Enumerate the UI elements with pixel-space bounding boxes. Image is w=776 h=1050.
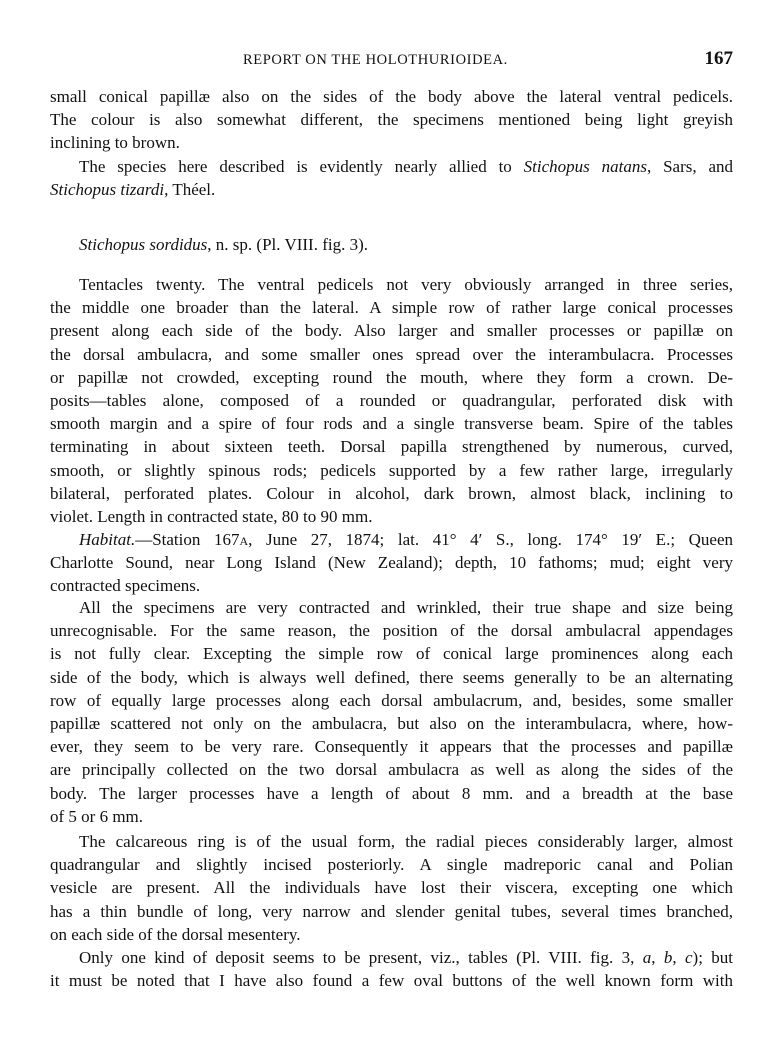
text-segment: bilateral, perforated plates. Colour in alcohol, dark brown, almost black, inclining to [50,483,733,503]
text-line [50,642,733,665]
text-segment: , n. sp. (Pl. VIII. fig. 3). [207,235,368,254]
text-line [50,946,733,969]
text-segment: , June 27, 1874; lat. 41° 4′ S., long. 174° 19′ E.; Queen [248,530,733,549]
text-segment: , [651,948,664,967]
text-segment: papillæ scattered not only on the ambulacra, but also on the interambulacra, where, how- [50,713,733,733]
text-line [50,619,733,642]
text-line [50,969,733,992]
text-line [50,343,733,366]
text-segment: contracted specimens. [50,576,201,596]
italic-text: Stichopus sordidus [79,235,208,254]
text-line [50,412,733,435]
text-segment: unrecognisable. For the same reason, the position of the dorsal ambulacral appendages [50,621,733,641]
text-segment: smooth margin and a spire of four rods and a single transverse beam. Spire of the tables [50,414,733,434]
text-segment: Charlotte Sound, near Long Island (New Zealand); depth, 10 fathoms; mud; eight very [50,553,733,573]
text-line [50,689,733,712]
text-line [50,596,733,619]
text-line [50,273,733,296]
running-title: REPORT ON THE HOLOTHURIOIDEA. [243,52,508,68]
text-segment: , [672,948,685,967]
text-line [50,805,733,828]
text-line [50,319,733,342]
italic-text: b [663,948,673,967]
text-line [50,666,733,689]
text-segment: are principally collected on the two dorsal ambulacra as well as along the sides of the [50,760,733,780]
text-segment: it must be noted that I have also found a few oval buttons of the well known form with [50,971,733,991]
text-segment: or papillæ not crowded, excepting round the mouth, where they form a crown. De- [50,367,733,387]
text-line [50,435,733,458]
text-segment: has a thin bundle of long, very narrow and slender genital tubes, several times branched, [50,901,733,921]
text-line [50,366,733,389]
text-line [50,830,733,853]
paragraph [50,946,733,992]
text-line [50,853,733,876]
text-line [50,712,733,735]
text-segment: ); but [692,948,734,967]
text-segment: of 5 or 6 mm. [50,806,144,826]
italic-text: Stichopus natans [523,157,647,176]
text-line [50,131,733,154]
text-segment: side of the body, which is always well defined, there seems generally to be an alternating [50,667,733,687]
italic-text: a [642,948,652,967]
text-segment: the middle one broader than the lateral. A simple row of rather large conical processes [50,298,733,318]
text-line [50,758,733,781]
text-segment: the dorsal ambulacra, and some smaller ones spread over the interambulacra. Processes [50,344,733,364]
text-segment: violet. Length in contracted state, 80 to 90 mm. [50,506,373,526]
text-line [50,108,733,131]
text-segment: , Sars, and [646,157,733,176]
text-line [50,155,733,178]
paragraph [50,830,733,946]
text-line [50,782,733,805]
text-line [50,505,733,528]
text-line [50,389,733,412]
running-header [0,49,776,71]
text-line [50,735,733,758]
text-segment: smooth, or slightly spinous rods; pedicels supported by a few rather large, irregularly [50,460,733,480]
text-segment: Only one kind of deposit seems to be present, viz., tables (Pl. VIII. fig. 3, [79,948,643,967]
text-segment: vesicle are present. All the individuals have lost their viscera, excepting one which [50,878,733,898]
text-segment: present along each side of the body. Also larger and smaller processes or papillæ on [50,321,733,341]
text-line [50,900,733,923]
text-segment: The species here described is evidently nearly allied to [79,157,524,176]
text-segment: A [239,534,249,548]
text-line [50,85,733,108]
text-segment: posits—tables alone, composed of a rounded or quadrangular, perforated disk with [50,390,733,410]
text-line [50,296,733,319]
text-line [50,923,733,946]
text-line [50,574,733,597]
text-segment: is not fully clear. Excepting the simple row of conical large prominences along each [50,644,733,664]
text-line [50,551,733,574]
text-segment: —Station 167 [135,530,240,549]
text-segment: , Théel. [164,180,216,200]
text-line [50,528,733,551]
text-line [50,876,733,899]
text-segment: The colour is also somewhat different, the specimens mentioned being light greyish [50,110,733,130]
text-line [50,178,733,201]
text-line [50,482,733,505]
paragraph [50,155,733,201]
text-segment: quadrangular and slightly incised posteriorly. A single madreporic canal and Polian [50,855,733,875]
paragraph [50,273,733,528]
text-segment: row of equally large processes along each dorsal ambulacrum, and, besides, some smaller [50,690,733,710]
text-line [50,459,733,482]
text-segment: on each side of the dorsal mesentery. [50,924,301,944]
paragraph [50,528,733,598]
paragraph [50,596,733,828]
text-segment: Tentacles twenty. The ventral pedicels not very obviously arranged in three series, [79,275,733,294]
italic-text: Habitat. [79,530,136,549]
text-segment: body. The larger processes have a length of about 8 mm. and a breadth at the base [50,783,733,803]
text-segment: terminating in about sixteen teeth. Dorsal papilla strengthened by numerous, curved, [50,437,733,457]
italic-text: Stichopus tizardi [50,180,165,200]
italic-text: c [685,948,693,967]
text-segment: All the specimens are very contracted and wrinkled, their true shape and size being [79,598,733,617]
page-number: 167 [704,48,733,69]
section-heading [79,233,368,256]
paragraph [50,85,733,155]
text-segment: inclining to brown. [50,133,180,153]
text-segment: small conical papillæ also on the sides of the body above the lateral ventral pedicels. [50,87,733,106]
text-segment: ever, they seem to be very rare. Consequently it appears that the processes and papillæ [50,737,733,757]
text-segment: The calcareous ring is of the usual form, the radial pieces considerably larger, almost [79,832,733,851]
